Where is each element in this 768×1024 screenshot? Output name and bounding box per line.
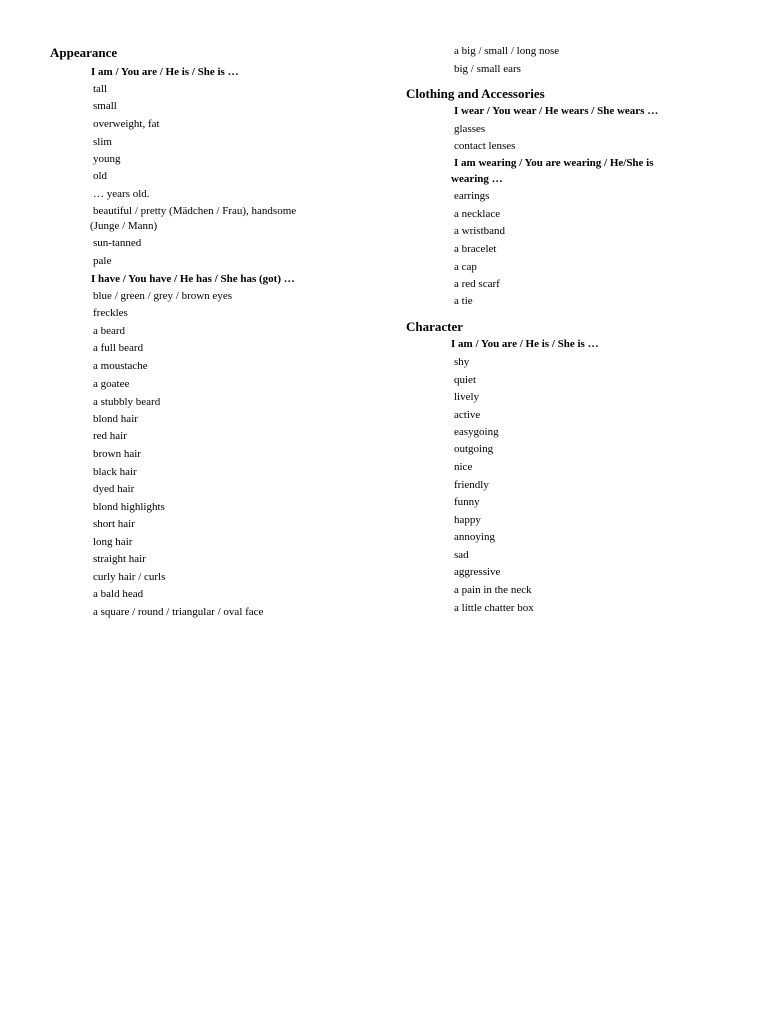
list-item: a pain in the neck	[454, 584, 532, 596]
list-item: short hair	[93, 518, 135, 530]
list-item: a full beard	[93, 342, 144, 354]
list-item: blond highlights	[93, 501, 165, 513]
list-item: blue / green / grey / brown eyes	[93, 290, 232, 302]
list-item: funny	[454, 496, 480, 508]
list-item: friendly	[454, 479, 489, 491]
i-am-wearing-line-cont: wearing …	[451, 173, 503, 185]
list-item: freckles	[93, 307, 128, 319]
list-item: a bracelet	[454, 243, 497, 255]
list-item: glasses	[454, 123, 486, 135]
list-item: slim	[93, 136, 112, 148]
list-item: easygoing	[454, 426, 499, 438]
list-item: lively	[454, 391, 480, 403]
list-item: big / small ears	[454, 63, 521, 75]
list-item: happy	[454, 514, 481, 526]
list-item: old	[93, 170, 108, 182]
character-heading: Character	[406, 319, 464, 334]
list-item: small	[93, 100, 117, 112]
clothing-heading: Clothing and Accessories	[406, 86, 545, 101]
list-item: a big / small / long nose	[454, 45, 560, 57]
list-item: a moustache	[93, 360, 148, 372]
list-item: young	[93, 153, 121, 165]
list-item: a goatee	[93, 378, 130, 390]
character-i-am-line: I am / You are / He is / She is …	[451, 338, 599, 350]
list-item: brown hair	[93, 448, 141, 460]
list-item: a bald head	[93, 588, 144, 600]
list-item: shy	[454, 356, 470, 368]
list-item: active	[454, 409, 481, 421]
list-item: overweight, fat	[93, 118, 160, 130]
list-item: outgoing	[454, 443, 494, 455]
list-item: straight hair	[93, 553, 146, 565]
list-item: a beard	[93, 325, 126, 337]
list-item: a necklace	[454, 208, 501, 220]
list-item: a square / round / triangular / oval face	[93, 606, 264, 618]
list-item: curly hair / curls	[93, 571, 166, 583]
list-item: sad	[454, 549, 469, 561]
list-item: dyed hair	[93, 483, 135, 495]
list-item: tall	[93, 83, 108, 95]
list-item: pale	[93, 255, 112, 267]
list-item: a tie	[454, 295, 473, 307]
list-item: long hair	[93, 536, 133, 548]
list-item: aggressive	[454, 566, 501, 578]
list-item: sun-tanned	[93, 237, 142, 249]
list-item: earrings	[454, 190, 490, 202]
list-item: a wristband	[454, 225, 506, 237]
list-item: … years old.	[93, 188, 150, 200]
list-item-continuation: (Junge / Mann)	[90, 220, 158, 232]
list-item: contact lenses	[454, 140, 516, 152]
i-am-line: I am / You are / He is / She is …	[91, 66, 239, 78]
list-item: annoying	[454, 531, 495, 543]
appearance-heading: Appearance	[50, 45, 118, 60]
list-item: nice	[454, 461, 473, 473]
i-wear-line: I wear / You wear / He wears / She wears …	[454, 105, 659, 117]
list-item: a stubbly beard	[93, 396, 161, 408]
i-have-line: I have / You have / He has / She has (got) …	[91, 273, 295, 285]
list-item: a cap	[454, 261, 477, 273]
i-am-wearing-line: I am wearing / You are wearing / He/She is	[454, 157, 654, 169]
list-item: a red scarf	[454, 278, 500, 290]
list-item: a little chatter box	[454, 602, 534, 614]
list-item: quiet	[454, 374, 476, 386]
list-item: beautiful / pretty (Mädchen / Frau), handsome	[93, 205, 297, 217]
list-item: black hair	[93, 466, 137, 478]
list-item: blond hair	[93, 413, 138, 425]
list-item: red hair	[93, 430, 127, 442]
